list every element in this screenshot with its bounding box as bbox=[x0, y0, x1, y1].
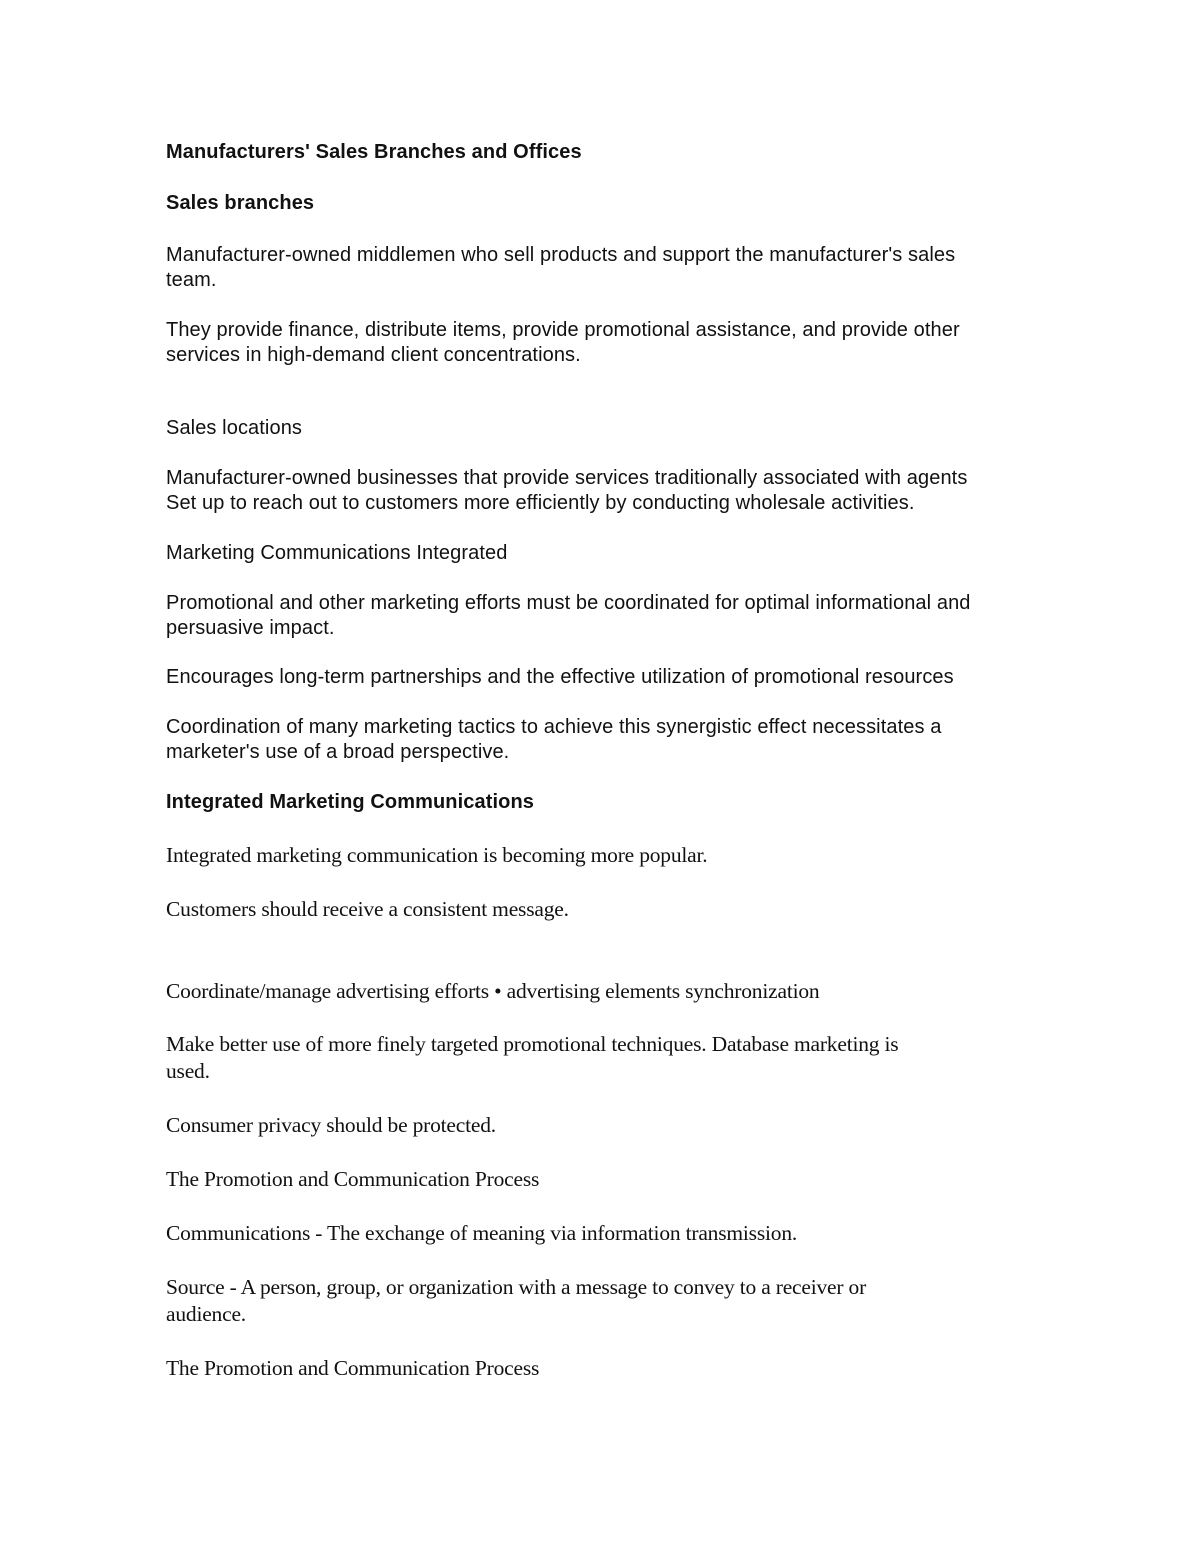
paragraph-line: Set up to reach out to customers more efficiently by conducting wholesale activities. bbox=[166, 492, 915, 514]
paragraph-line: The Promotion and Communication Process bbox=[166, 1167, 540, 1191]
section-heading-sales-locations: Sales locations bbox=[166, 417, 303, 439]
paragraph-line: Customers should receive a consistent message. bbox=[166, 897, 569, 921]
paragraph-line: used. bbox=[166, 1059, 210, 1083]
paragraph-line: marketer's use of a broad perspective. bbox=[166, 741, 510, 763]
paragraph-line: Manufacturer-owned businesses that provide services traditionally associated with agents bbox=[166, 467, 968, 489]
paragraph-line: Integrated marketing communication is becoming more popular. bbox=[166, 843, 708, 867]
paragraph-line: persuasive impact. bbox=[166, 617, 335, 639]
document-title: Manufacturers' Sales Branches and Offices bbox=[166, 141, 582, 163]
paragraph-line: Source - A person, group, or organization with a message to convey to a receiver or bbox=[166, 1275, 867, 1299]
paragraph-line: Consumer privacy should be protected. bbox=[166, 1113, 496, 1137]
paragraph-line: Encourages long-term partnerships and the effective utilization of promotional resources bbox=[166, 666, 954, 688]
paragraph-line: Coordinate/manage advertising efforts • advertising elements synchronization bbox=[166, 979, 820, 1003]
section-heading-imc: Integrated Marketing Communications bbox=[166, 791, 534, 813]
section-heading-mci: Marketing Communications Integrated bbox=[166, 542, 508, 564]
paragraph-line: services in high-demand client concentrations. bbox=[166, 344, 581, 366]
paragraph-line: audience. bbox=[166, 1302, 246, 1326]
paragraph-line: team. bbox=[166, 269, 217, 291]
paragraph-line: Manufacturer-owned middlemen who sell products and support the manufacturer's sales bbox=[166, 244, 956, 266]
paragraph-line: They provide finance, distribute items, provide promotional assistance, and provide other bbox=[166, 319, 960, 341]
paragraph-line: The Promotion and Communication Process bbox=[166, 1356, 540, 1380]
paragraph-line: Promotional and other marketing efforts must be coordinated for optimal informational and bbox=[166, 592, 971, 614]
paragraph-line: Coordination of many marketing tactics to achieve this synergistic effect necessitates a bbox=[166, 716, 942, 738]
paragraph-line: Communications - The exchange of meaning via information transmission. bbox=[166, 1221, 798, 1245]
paragraph-line: Make better use of more finely targeted promotional techniques. Database marketing is bbox=[166, 1032, 899, 1056]
section-heading-sales-branches: Sales branches bbox=[166, 192, 315, 214]
